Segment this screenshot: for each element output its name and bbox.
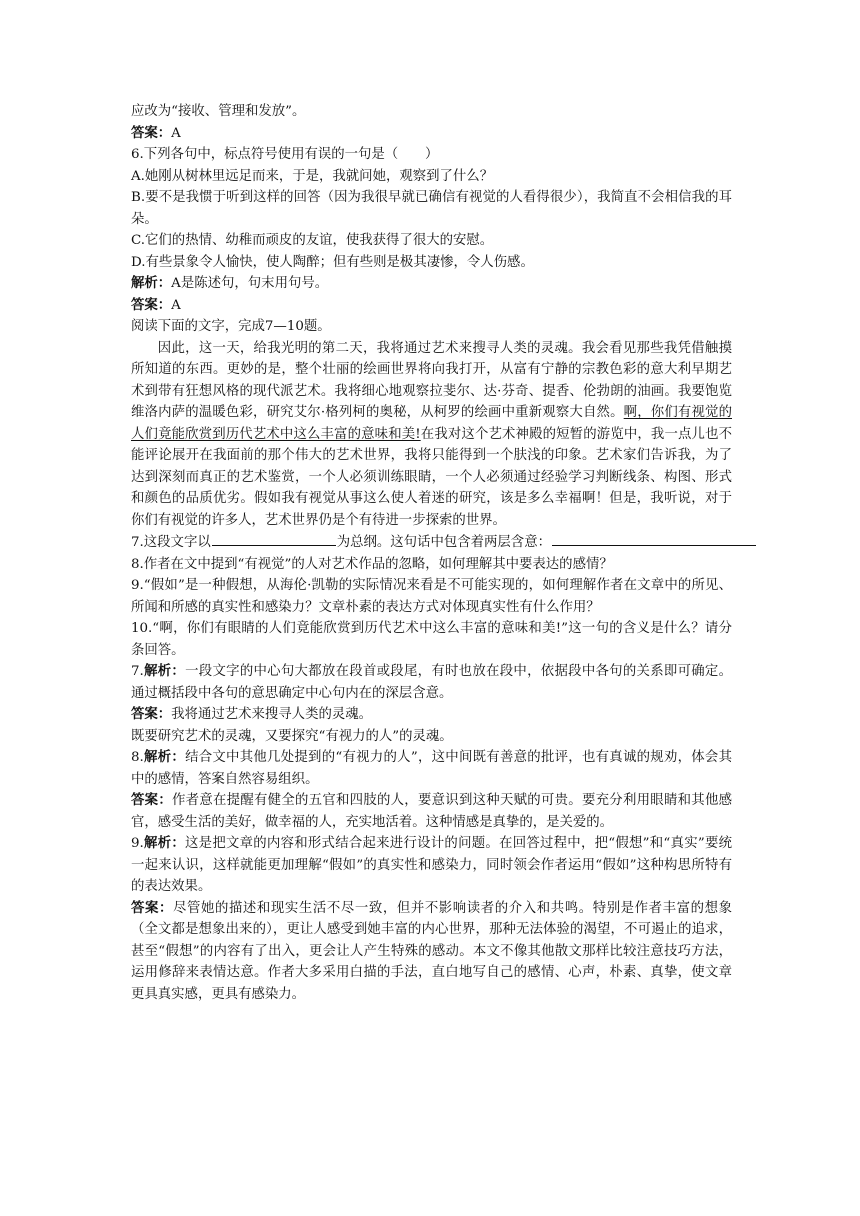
- answer-label: 答案：: [131, 899, 173, 916]
- q6-option-c: C.它们的热情、幼稚而顽皮的友谊，使我获得了很大的安慰。: [131, 233, 494, 248]
- passage-text-before: 因此，这一天，给我光明的第二天，我将通过艺术来搜寻人类的灵魂。我会看见那些我凭借触摸所知道的东西。更妙的是，整个壮丽的绘画世界将向我打开，从富有宁静的宗教色彩的意大利早期艺术到带有狂想风格的现代派艺术。我将细心地观察拉斐尔、达·芬奇、提香、伦勃朗的油画。我要饱览维洛内萨的温暖色彩，研究艾尔·格列柯的奥秘，从柯罗的绘画中重新观察大自然。: [131, 340, 732, 420]
- q5-answer-value: A: [171, 125, 181, 141]
- passage-text-after: 在我对这个艺术神殿的短暂的游览中，我一点儿也不能评论展开在我面前的那个伟大的艺术世界，我将只能得到一个肤浅的印象。艺术家们告诉我，为了达到深刻而真正的艺术鉴赏，一个人必须训练眼睛，一个人必须通过经验学习判断线条、构图、形式和颜色的品质优劣。假如我有视觉从事这么使人着迷的研究，该是多么幸福啊！但是，我听说，对于你们有视觉的许多人，艺术世界仍是个有待进一步探索的世界。: [131, 426, 732, 528]
- q9-answer-text: 尽管她的描述和现实生活不尽一致，但并不影响读者的介入和共鸣。特别是作者丰富的想象（全文都是想象出来的），更让人感受到她丰富的内心世界，那种无法体验的渴望，不可遏止的追求，甚至“假想”的内容有了出入，更会让人产生特殊的感动。本文不像其他散文那样比较注意技巧方法，运用修辞来表情达意。作者大多采用白描的手法，直白地写自己的感情、心声，朴素、真挚，使文章更具真实感，更具有感染力。: [131, 900, 733, 1002]
- q6-analysis: [131, 273, 732, 295]
- answer-label: 答案：: [131, 792, 172, 808]
- analysis-label: 解析：: [143, 835, 186, 851]
- passage-key-sentence: 啊，你们有视觉的人们竟能欣赏到历代艺术中这么丰富的意味和美!: [131, 405, 732, 442]
- q8-answer: [131, 790, 732, 833]
- q7-stem-part1: 7.这段文字以: [131, 535, 211, 550]
- answer-label: 答案：: [131, 124, 172, 141]
- q7-analysis: 7.解析：一段文字的中心句大都放在段首或段尾，有时也放在段中，依据段中各句的关系即可确定。通过概括段中各句的意思确定中心句内在的深层含意。: [131, 663, 732, 701]
- q8-analysis-text: 结合文中其他几处提到的“有视力的人”，这中间既有善意的批评，也有真诚的规劝，体会其中的感情，答案自然容易组织。: [131, 750, 732, 787]
- q7-answer-line1: 我将通过艺术来搜寻人类的灵魂。: [171, 707, 373, 722]
- reading-passage: [131, 338, 732, 532]
- q7-stem-part2: 为总纲。这句话中包含着两层含意：: [336, 535, 551, 550]
- answer-label: 答案：: [131, 296, 172, 313]
- q7-blank-2[interactable]: [552, 531, 756, 546]
- q7-analysis-text: 一段文字的中心句大都放在段首或段尾，有时也放在段中，依据段中各句的关系即可确定。通过概括段中各句的意思确定中心句内在的深层含意。: [131, 664, 732, 701]
- q9-analysis-text: 这是把文章的内容和形式结合起来进行设计的问题。在回答过程中，把“假想”和“真实”要统一起来认识，这样就能更加理解“假如”的真实性和感染力，同时领会作者运用“假如”这种构思所特有的表达效果。: [131, 836, 733, 894]
- q10-stem: 10.“啊，你们有眼睛的人们竟能欣赏到历代艺术中这么丰富的意味和美!”这一句的含义是什么？请分条回答。: [131, 621, 732, 658]
- q9-analysis: 9.解析：这是把文章的内容和形式结合起来进行设计的问题。在回答过程中，把“假想”和“真实”要统一起来认识，这样就能更加理解“假如”的真实性和感染力，同时领会作者运用“假如”这种构思所特有的表达效果。: [131, 835, 733, 894]
- q8-stem: 8.作者在文中提到“有视觉”的人对艺术作品的忽略，如何理解其中要表达的感情？: [131, 556, 613, 572]
- q6-option-d: D.有些景象令人愉快，使人陶醉；但有些则是极其凄惨，令人伤感。: [131, 254, 534, 270]
- q6-option-b: B.要不是我惯于听到这样的回答（因为我很早就已确信有视觉的人看得很少），我简直不会相信我的耳朵。: [131, 190, 732, 227]
- q6-stem: 6.下列各句中，标点符号使用有误的一句是（ ）: [131, 147, 439, 162]
- q8-analysis: 8.解析：结合文中其他几处提到的“有视力的人”，这中间既有善意的批评，也有真诚的规劝，体会其中的感情，答案自然容易组织。: [131, 749, 732, 787]
- answer-label: 答案：: [131, 706, 172, 722]
- q7-stem: [131, 531, 732, 554]
- reading-intro: 阅读下面的文字，完成7—10题。: [131, 319, 331, 334]
- q6-analysis-text: A是陈述句，句末用句号。: [171, 276, 329, 291]
- analysis-label: 解析：: [143, 663, 186, 679]
- document-page: [131, 101, 732, 1005]
- q8-answer-text: 作者意在提醒有健全的五官和四肢的人，要意识到这种天赋的可贵。要充分利用眼睛和其他感官，感受生活的美好，做幸福的人，充实地活着。这种情感是真挚的，是关爱的。: [131, 793, 733, 830]
- top-note: 应改为“接收、管理和发放”。: [131, 104, 306, 119]
- q6-answer-value: A: [171, 297, 181, 313]
- analysis-label: 解析：: [131, 275, 172, 291]
- q5-answer: [131, 123, 732, 145]
- q7-blank-1[interactable]: [212, 531, 336, 546]
- q7-answer-line2: 既要研究艺术的灵魂，又要探究“有视力的人”的灵魂。: [131, 728, 453, 744]
- q9-stem: 9.“假如”是一种假想，从海伦·凯勒的实际情况来看是不可能实现的，如何理解作者在文章中的所见、所闻和所感的真实性和感染力？文章朴素的表达方式对体现真实性有什么作用？: [131, 578, 732, 615]
- q7-answer: [131, 704, 732, 726]
- analysis-label: 解析：: [143, 749, 186, 765]
- q6-option-a: A.她刚从树林里远足而来，于是，我就问她，观察到了什么？: [131, 168, 494, 184]
- q9-answer: [131, 898, 732, 1006]
- q6-answer: [131, 295, 732, 317]
